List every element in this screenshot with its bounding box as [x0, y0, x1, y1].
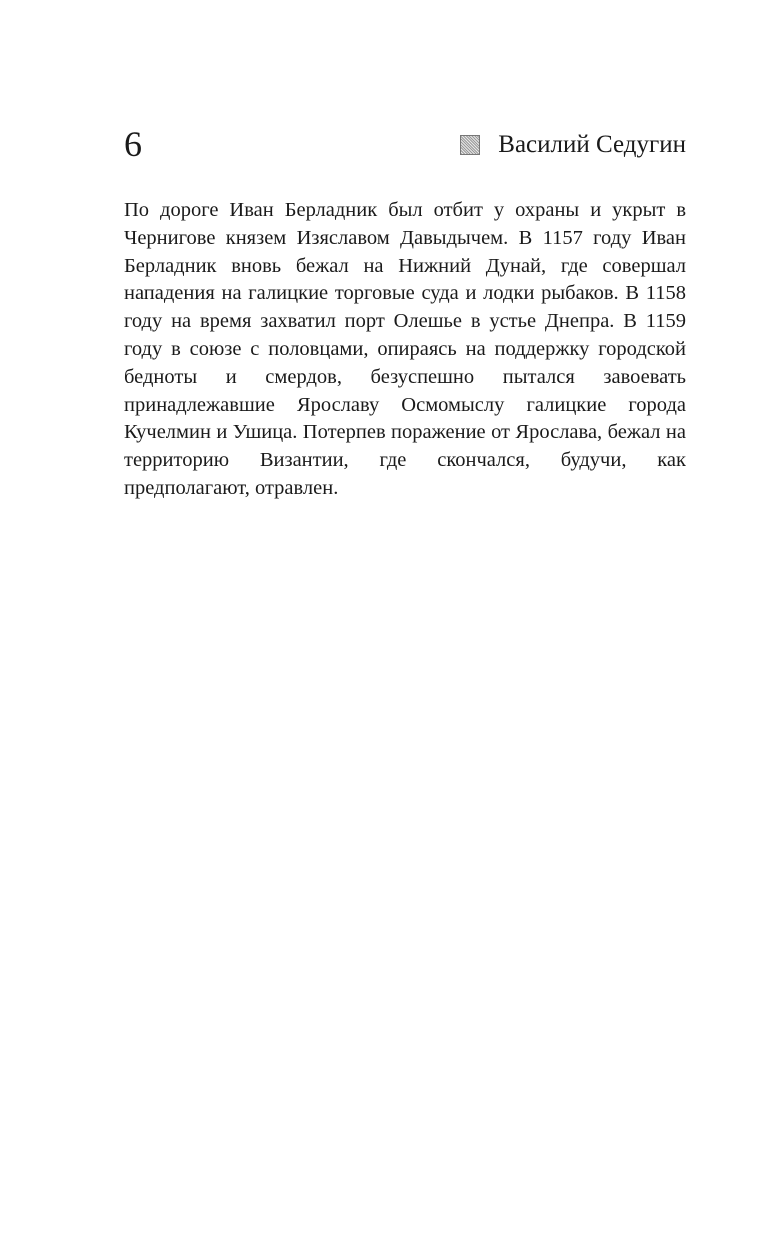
- running-head: [124, 122, 686, 168]
- author-block: [460, 130, 686, 160]
- author-name: Василий Седугин: [498, 131, 686, 158]
- ornament-square-icon: [460, 135, 480, 155]
- body-paragraph: По дороге Иван Берладник был отбит у охраны и укрыт в Чернигове князем Изяславом Давыдычем. В 1157 году Иван Берладник вновь бежал на Нижний Дунай, где совершал нападения на галицкие торговые суда и лодки рыбаков. В 1158 году на время захватил порт Олешье в устье Днепра. В 1159 году в союзе с половцами, опираясь на поддержку городской бедноты и смердов, безуспешно пытался завоевать принадлежавшие Ярославу Осмомыслу галицкие города Кучелмин и Ушица. Потерпев поражение от Ярослава, бежал на территорию Византии, где скончался, будучи, как предполагают, отравлен.: [124, 199, 686, 499]
- page-number: 6: [124, 124, 142, 164]
